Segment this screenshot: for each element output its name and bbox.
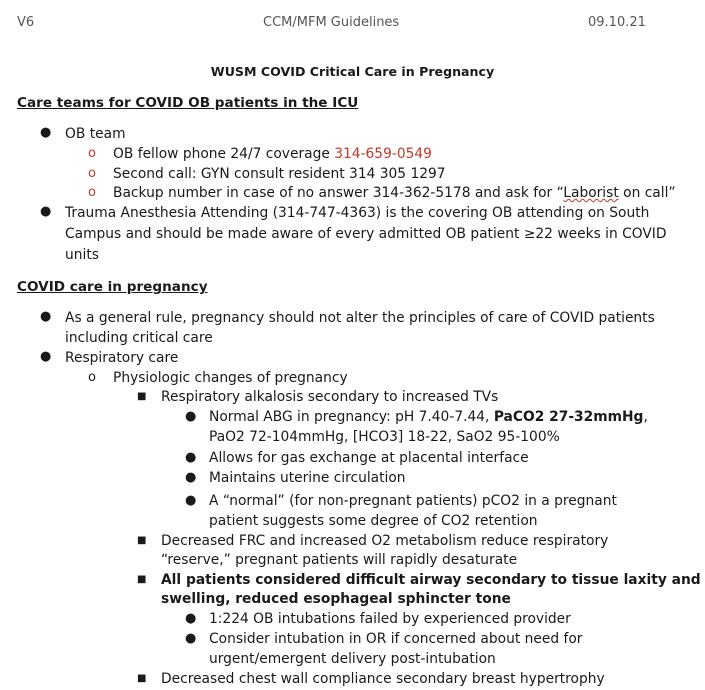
backup-text-a: Backup number in case of no answer 314-362-5178 and ask for “: [113, 185, 564, 201]
ob-fellow-line: [113, 144, 432, 164]
square-bullet-icon: ■: [137, 673, 147, 684]
header-center: CCM/MFM Guidelines: [263, 15, 400, 30]
difficult-airway-line-1: All patients considered difficult airway secondary to tissue laxity and: [161, 572, 701, 588]
frc-line-2: “reserve,” pregnant patients will rapidly desaturate: [161, 552, 518, 568]
circle-bullet-icon: o: [88, 166, 96, 181]
frc-line-1: Decreased FRC and increased O2 metabolism reduce respiratory: [161, 533, 609, 549]
section-covid-care: COVID care in pregnancy: [17, 279, 208, 295]
backup-line: [113, 183, 676, 203]
trauma-line-2: Campus and should be made aware of every admitted OB patient ≥22 weeks in COVID: [65, 226, 667, 242]
paco2-range: PaCO2 27-32mmHg: [493, 409, 644, 425]
circle-bullet-icon: o: [88, 370, 96, 385]
ob-team-label: OB team: [65, 126, 126, 142]
bullet-icon: ●: [185, 409, 197, 424]
bullet-icon: ●: [185, 493, 197, 508]
abg-text: Normal ABG in pregnancy: pH 7.40-7.44,: [209, 409, 494, 425]
bullet-icon: ●: [40, 204, 52, 219]
gas-exchange: Allows for gas exchange at placental interface: [209, 450, 529, 466]
intubation-or-line-2: urgent/emergent delivery post-intubation: [209, 651, 496, 667]
normal-pco2-line-2: patient suggests some degree of CO2 retention: [209, 513, 538, 529]
ob-fellow-label: OB fellow phone 24/7 coverage: [113, 146, 335, 162]
second-call-line: Second call: GYN consult resident 314 305 1297: [113, 166, 446, 182]
ob-fellow-phone: 314-659-0549: [334, 146, 432, 162]
circle-bullet-icon: o: [88, 146, 96, 161]
square-bullet-icon: ■: [137, 574, 147, 585]
bullet-icon: ●: [40, 125, 52, 140]
section-care-teams: Care teams for COVID OB patients in the ICU: [17, 95, 359, 111]
square-bullet-icon: ■: [137, 535, 147, 546]
resp-alkalosis: Respiratory alkalosis secondary to increased TVs: [161, 389, 499, 405]
header-date: 09.10.21: [588, 15, 646, 30]
header-version: V6: [17, 15, 35, 30]
bullet-icon: ●: [185, 611, 197, 626]
bullet-icon: ●: [185, 631, 197, 646]
uterine-circulation: Maintains uterine circulation: [209, 470, 406, 486]
failed-intubations: 1:224 OB intubations failed by experienced provider: [209, 611, 571, 627]
normal-pco2-line-1: A “normal” (for non-pregnant patients) pCO2 in a pregnant: [209, 493, 617, 509]
laborist-word: Laborist: [563, 185, 619, 201]
general-rule-line-1: As a general rule, pregnancy should not alter the principles of care of COVID patients: [65, 310, 655, 326]
trauma-line-1: Trauma Anesthesia Attending (314-747-4363) is the covering OB attending on South: [65, 205, 650, 221]
bullet-icon: ●: [185, 470, 197, 485]
difficult-airway-line-2: swelling, reduced esophageal sphincter tone: [161, 591, 511, 607]
normal-abg-line-2: PaO2 72-104mmHg, [HCO3] 18-22, SaO2 95-100%: [209, 429, 560, 445]
bullet-icon: ●: [40, 309, 52, 324]
circle-bullet-icon: o: [88, 185, 96, 200]
bullet-icon: ●: [185, 450, 197, 465]
page-title: WUSM COVID Critical Care in Pregnancy: [210, 64, 495, 79]
chest-wall-compliance: Decreased chest wall compliance secondary breast hypertrophy: [161, 671, 605, 687]
respiratory-care: Respiratory care: [65, 350, 179, 366]
intubation-or-line-1: Consider intubation in OR if concerned about need for: [209, 631, 583, 647]
general-rule-line-2: including critical care: [65, 330, 213, 346]
abg-comma: ,: [643, 409, 648, 425]
bullet-icon: ●: [40, 349, 52, 364]
trauma-line-3: units: [65, 247, 99, 263]
physiologic-changes: Physiologic changes of pregnancy: [113, 370, 348, 386]
normal-abg-line-1: [209, 407, 648, 427]
backup-text-b: on call”: [618, 185, 676, 201]
square-bullet-icon: ■: [137, 391, 147, 402]
